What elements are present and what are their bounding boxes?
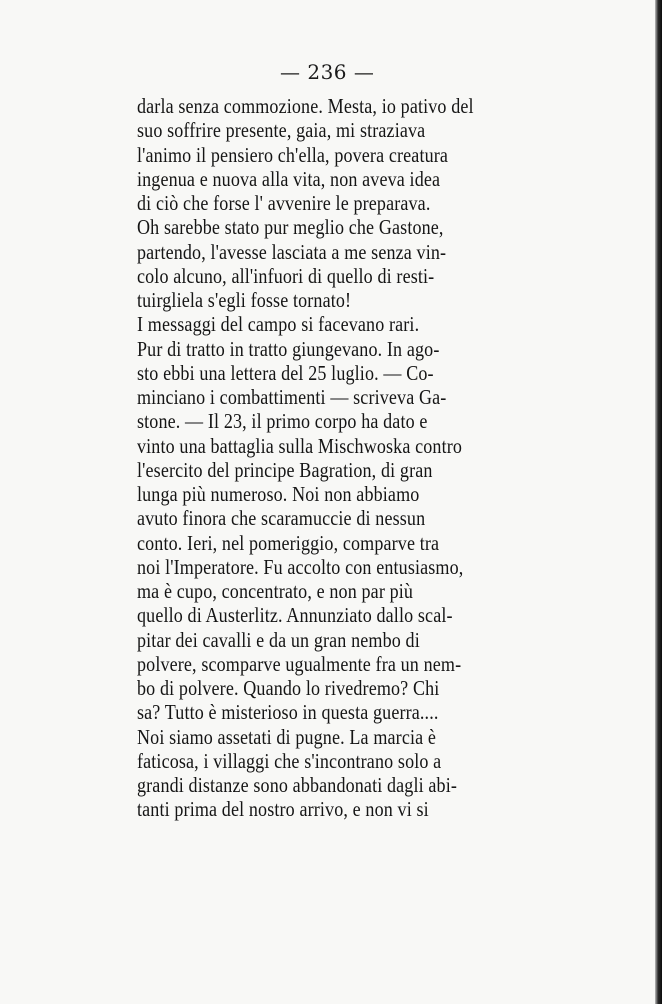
text-line: minciano i combattimenti — scriveva Ga-	[137, 385, 447, 409]
text-line: avuto finora che scaramuccie di nessun	[137, 506, 426, 531]
text-line: Noi siamo assetati di pugne. La marcia è	[137, 724, 437, 749]
text-line: grandi distanze sono abbandonati dagli abi-	[137, 773, 458, 797]
text-line: suo soffrire presente, gaia, mi straziava	[137, 118, 426, 143]
text-line: colo alcuno, all'infuori di quello di resti-	[137, 263, 435, 288]
text-line: pitar dei cavalli e da un gran nembo di	[137, 627, 420, 652]
text-line: sa? Tutto è misterioso in questa guerra....	[137, 700, 439, 725]
text-line: polvere, scomparve ugualmente fra un nem-	[137, 651, 462, 676]
text-line: bo di polvere. Quando lo rivedremo? Chi	[137, 676, 440, 700]
text-line: l'esercito del principe Bagration, di gran	[137, 457, 433, 482]
text-line: tanti prima del nostro arrivo, e non vi si	[137, 797, 429, 822]
text-line: ingenua e nuova alla vita, non aveva idea	[137, 166, 441, 191]
text-line: vinto una battaglia sulla Mischwoska contro	[137, 433, 463, 458]
text-line: l'animo il pensiero ch'ella, povera creatura	[137, 142, 449, 167]
body-text	[137, 94, 535, 822]
text-line: I messaggi del campo si facevano rari.	[137, 312, 420, 337]
text-line: darla senza commozione. Mesta, io pativo del	[137, 94, 474, 118]
text-line: quello di Austerlitz. Annunziato dallo scal-	[137, 603, 453, 628]
text-line: partendo, l'avesse lasciata a me senza vin-	[137, 239, 447, 264]
text-line: di ciò che forse l' avvenire le preparava.	[137, 191, 431, 215]
text-line: sto ebbi una lettera del 25 luglio. — Co-	[137, 360, 434, 385]
text-line: conto. Ieri, nel pomeriggio, comparve tra	[137, 530, 440, 555]
text-line: stone. — Il 23, il primo corpo ha dato e	[137, 409, 428, 434]
text-line: lunga più numeroso. Noi non abbiamo	[137, 482, 420, 506]
text-line: noi l'Imperatore. Fu accolto con entusiasmo,	[137, 554, 464, 579]
text-line: tuirgliela s'egli fosse tornato!	[137, 288, 352, 312]
text-line: Pur di tratto in tratto giungevano. In ago-	[137, 336, 440, 361]
text-line: ma è cupo, concentrato, e non par più	[137, 579, 414, 603]
page-edge-shadow	[655, 0, 662, 1004]
text-line: faticosa, i villaggi che s'incontrano solo a	[137, 748, 442, 773]
page-number: — 236 —	[280, 60, 375, 84]
text-line: Oh sarebbe stato pur meglio che Gastone,	[137, 215, 444, 240]
